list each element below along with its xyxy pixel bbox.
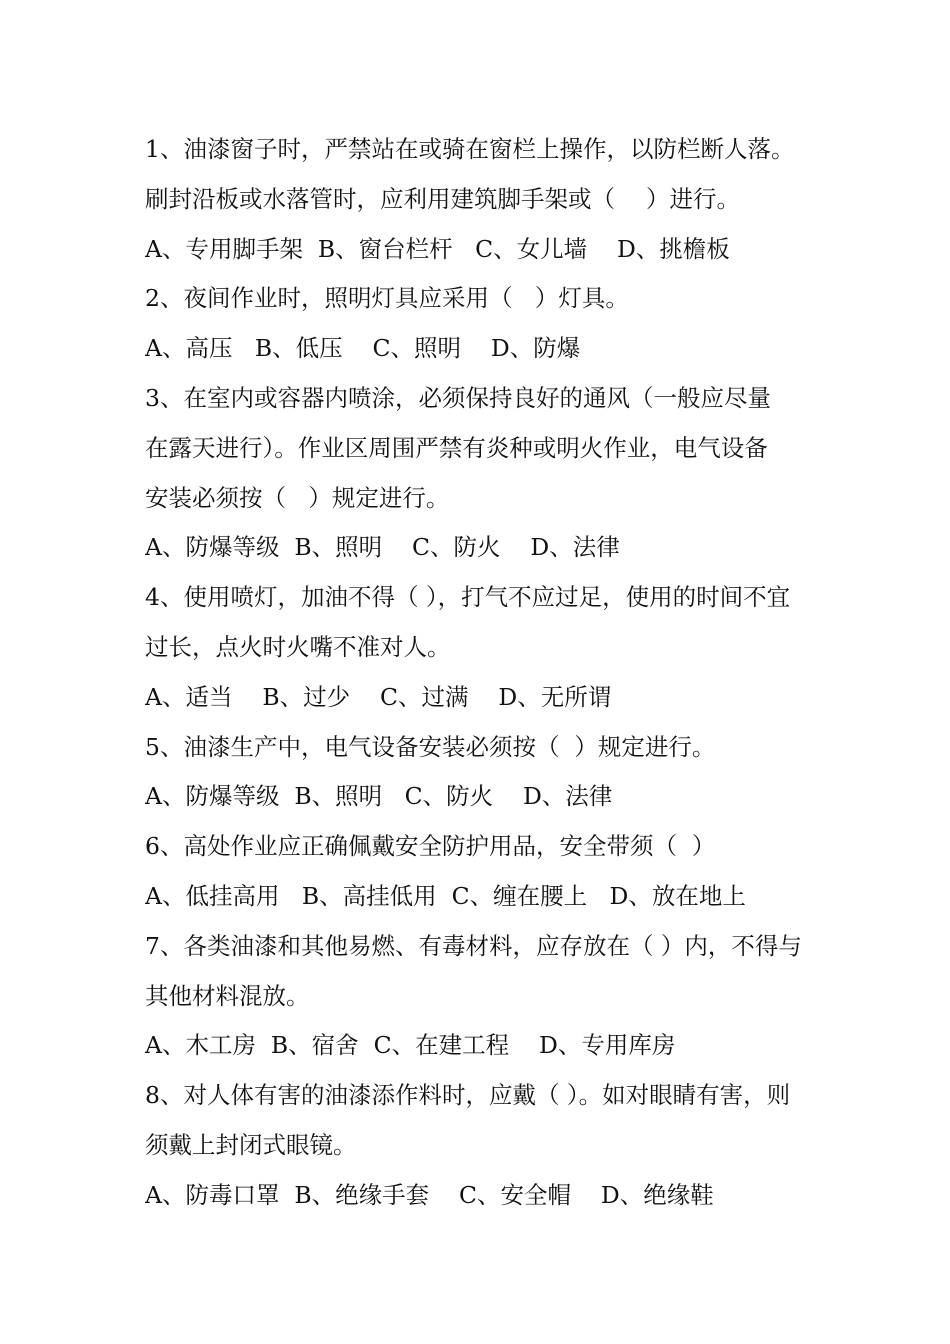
question-7-stem-line-1: 7、各类油漆和其他易燃、有毒材料，应存放在（ ）内，不得与 [145,931,802,960]
question-2-options: A、高压 B、低压 C、照明 D、防爆 [145,334,581,363]
question-3-stem-line-3: 安装必须按（ ）规定进行。 [145,483,450,512]
question-4-stem-line-1: 4、使用喷灯，加油不得（ ），打气不应过足，使用的时间不宜 [145,583,791,612]
question-4-stem-line-2: 过长，点火时火嘴不准对人。 [145,632,451,661]
question-1-options: A、专用脚手架 B、窗台栏杆 C、女儿墙 D、挑檐板 [145,234,730,263]
document-body [145,125,820,1221]
question-8-stem-line-2: 须戴上封闭式眼镜。 [145,1130,357,1159]
question-1-stem-line-1: 1、油漆窗子时，严禁站在或骑在窗栏上操作，以防栏断人落。 [145,135,795,163]
question-6-options: A、低挂高用 B、高挂低用 C、缠在腰上 D、放在地上 [145,881,746,910]
question-8-stem-line-1: 8、对人体有害的油漆添作料时，应戴（ ）。如对眼睛有害，则 [145,1081,791,1110]
question-5-stem: 5、油漆生产中，电气设备安装必须按（ ）规定进行。 [145,732,716,761]
question-7-stem-line-2: 其他材料混放。 [145,981,310,1010]
question-4-options: A、适当 B、过少 C、过满 D、无所谓 [145,682,612,711]
question-2-stem: 2、夜间作业时，照明灯具应采用（ ）灯具。 [145,284,629,313]
question-3-stem-line-1: 3、在室内或容器内喷涂，必须保持良好的通风（一般应尽量 [145,383,771,412]
question-3-stem-line-2: 在露天进行）。作业区周围严禁有炎种或明火作业，电气设备 [145,433,768,462]
question-8-options: A、防毒口罩 B、绝缘手套 C、安全帽 D、绝缘鞋 [145,1180,714,1209]
question-6-stem: 6、高处作业应正确佩戴安全防护用品，安全带须（ ） [145,832,716,861]
question-1-stem-line-2: 刷封沿板或水落管时，应利用建筑脚手架或（ ）进行。 [145,184,740,213]
question-5-options: A、防爆等级 B、照明 C、防火 D、法律 [145,782,613,811]
question-7-options: A、木工房 B、宿舍 C、在建工程 D、专用库房 [145,1031,676,1060]
question-3-options: A、防爆等级 B、照明 C、防火 D、法律 [145,533,620,562]
